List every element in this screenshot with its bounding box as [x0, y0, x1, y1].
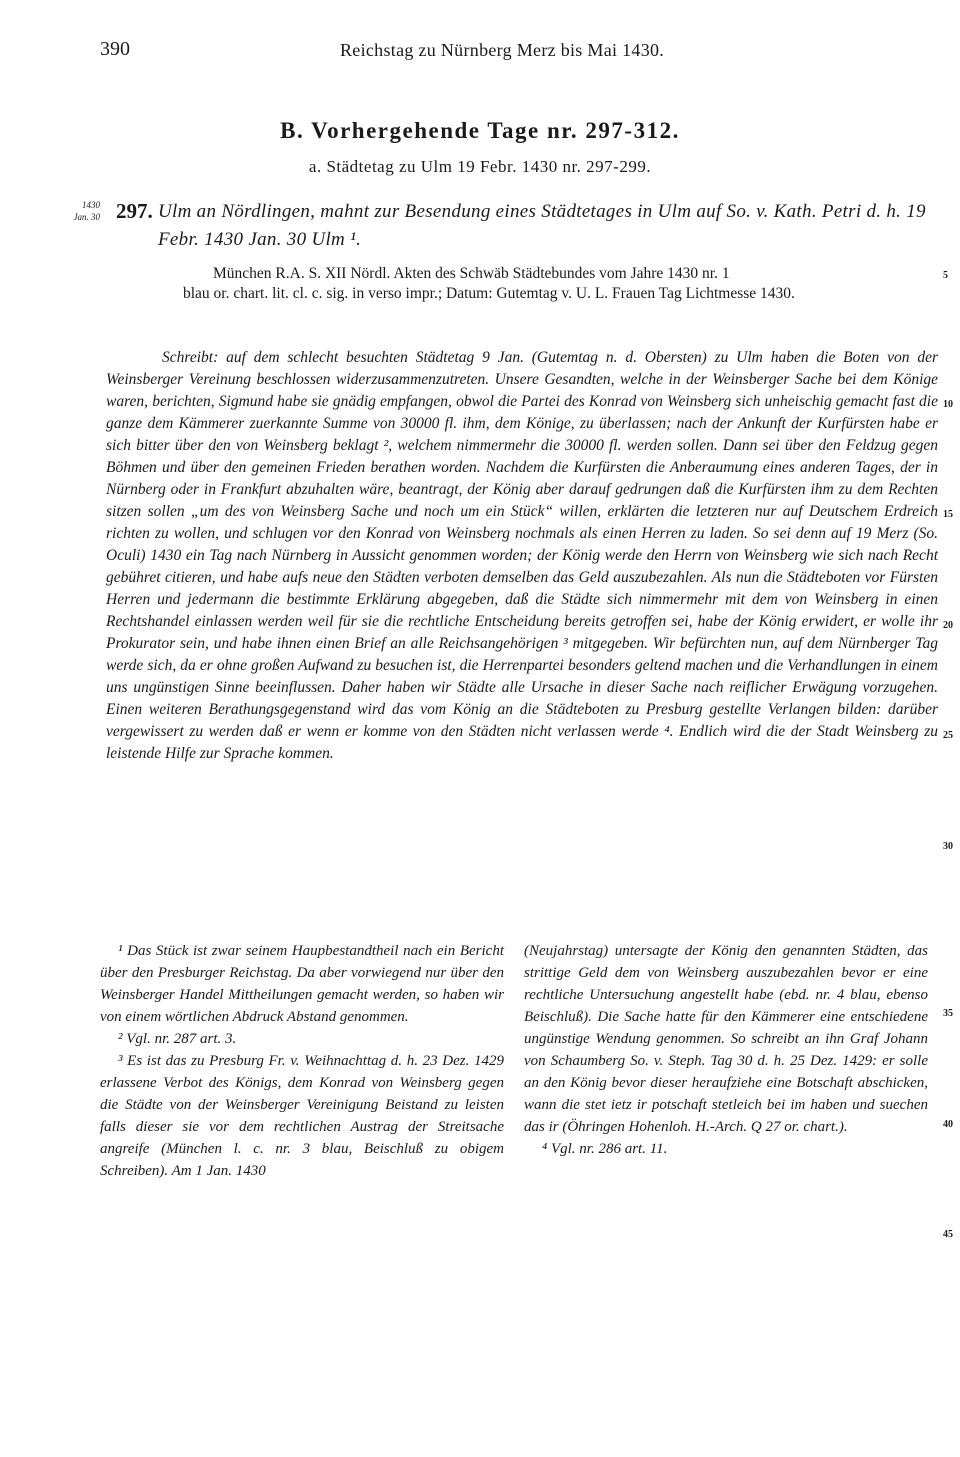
margin-date-year: 1430 — [82, 200, 100, 210]
source-line-1: München R.A. S. XII Nördl. Akten des Schwäb Städtebundes vom Jahre 1430 nr. 1 — [213, 265, 730, 282]
document-summary: Schreibt: auf dem schlecht besuchten Städtetag 9 Jan. (Gutemtag n. d. Obersten) zu Ulm haben die Boten von der Weinsberger Vereinung beschlossen widerzusammenzutreten. Unsere Gesandten, welche in der Weinsberger Sache bei dem Könige waren, berichten, Sigmund habe sie gnädig empfangen, obwol die Partei des Konrad von Weinsberg sich unheischig gemacht fast die ganze dem Kämmerer zuerkannte Summe von 30000 fl. ihm, dem Könige, zu überlassen; nach der Ankunft der Kurfürsten habe er sich bitter über den von Weinsberg beklagt ², welchem nimmermehr die 30000 fl. werden sollen. Dann sei über den Feldzug gegen Böhmen und über den gemeinen Frieden berathen worden. Nachdem die Kurfürsten die Anberaumung eines anderen Tages, der in Nürnberg oder in Frankfurt abzuhalten wäre, beantragt, der König aber darauf gedrungen daß die Kurfürsten ihm zu dem Rechten sitzen sollen „um des von Weinsberg Sache und noch um ein Stück“ willen, erklärten die letzteren nur auf Deutschem Erdreich richten zu wollen, und schlugen vor den Konrad von Weinsberg nochmals als einen Herren zu laden. So sei denn auf 19 Merz (So. Oculi) 1430 ein Tag nach Nürnberg in Aussicht genommen worden; der König werde den Herrn von Weinsberg wie sich nach Recht gebühret citieren, und habe aufs neue den Städten verboten demselben das Geld auszubezahlen. Als nun die Städteboten vor Fürsten Herren und jedermann die bestimmte Erklärung abgegeben, daß die Städte sich nimmermehr mit dem von Weinsberg in einen Rechtshandel einlassen werden weil für sie die rechtliche Entscheidung bereits getroffen sei, habe der König erwidert, er wolle ihr Prokurator sein, und habe ihnen einen Brief an alle Reichsangehörigen ³ mitgegeben. Wir befürchten nun, auf dem Nürnberger Tag werde sich, da er ohne großen Aufwand zu besuchen ist, die Herrenpartei besonders geltend machen und die Verhandlungen in einem uns ungünstigen Sinne beeinflussen. Daher haben wir Städte alle Ursache in dieser Sache nach reiflicher Erwägung vorzugehen. Einen weiteren Berathungsgegenstand wird das vom König an die Städteboten zu Presburg gestellte Verlangen bilden: darüber vergewissert zu werden daß er wenn er komme von den Städten nicht verlassen werde ⁴. Endlich wird die der Stadt Weinsberg zu leistende Hilfe zur Sprache kommen. — [106, 349, 938, 762]
footnote-3: ³ Es ist das zu Presburg Fr. v. Weihnachttag d. h. 23 Dez. 1429 erlassene Verbot des Königs, dem Konrad von Weinsberg gegen die Städte von der Weinsberger Vereinigung Beistand zu leisten falls dieser sie vor dem rechtlichen Austrag der Streitsache angreife (München l. c. nr. 3 blau, Beischluß zu obigem Schreiben). Am 1 Jan. 1430 — [100, 1053, 504, 1179]
footnote-1: ¹ Das Stück ist zwar seinem Haupbestandtheil nach ein Bericht über den Presburger Reichstag. Da aber vorwiegend nur über den Weinsberger Handel Mittheilungen gemacht werden, so haben wir von einem wörtlichen Abdruck Abstand genommen. — [100, 943, 504, 1025]
section-heading-b: B. Vorhergehende Tage nr. 297-312. — [280, 118, 680, 143]
footnote-2: ² Vgl. nr. 287 art. 3. — [118, 1031, 237, 1047]
line-number: 5 — [943, 270, 948, 281]
section-heading-a: a. Städtetag zu Ulm 19 Febr. 1430 nr. 297-299. — [308, 157, 652, 176]
footnote-3-continued: (Neujahrstag) untersagte der König den genannten Städten, das strittige Geld dem von Weinsberg auszubezahlen bevor er eine rechtliche Untersuchung angestellt habe (ebd. nr. 4 blau, ebenso Beischluß). Die Sache hatte für den Kämmerer eine entschiedene ungünstige Wendung genommen. So schreibt an ihn Graf Johann von Schaumberg So. v. Steph. Tag 30 d. h. 25 Dez. 1429: er solle an den König bevor dieser heraufziehe eine Botschaft abschicken, wann die stet ietz ir potschaft stetleich bei im haben und suechen das ir (Öhringen Hohenloh. H.-Arch. Q 27 or. chart.). — [524, 943, 928, 1135]
running-title: Reichstag zu Nürnberg Merz bis Mai 1430. — [340, 40, 665, 60]
margin-date — [50, 199, 100, 223]
line-number: 25 — [943, 730, 953, 741]
footnotes-left-column — [100, 940, 504, 1182]
line-number: 15 — [943, 509, 953, 520]
line-number: 45 — [943, 1229, 953, 1240]
line-number: 30 — [943, 841, 953, 852]
source-line-2: blau or. chart. lit. cl. c. sig. in verso impr.; Datum: Gutemtag v. U. L. Frauen Tag Lichtmesse 1430. — [183, 285, 795, 302]
line-number: 40 — [943, 1119, 953, 1130]
line-number: 20 — [943, 620, 953, 631]
line-number: 35 — [943, 1008, 953, 1019]
line-number: 10 — [943, 399, 953, 410]
footnotes-right-column — [524, 940, 928, 1160]
document-regest: Ulm an Nördlingen, mahnt zur Besendung eines Städtetages in Ulm auf So. v. Kath. Petri d. h. 19 Febr. 1430 Jan. 30 Ulm ¹. — [158, 201, 926, 250]
page-number: 390 — [100, 38, 130, 60]
source-citation — [183, 264, 938, 304]
footnote-4: ⁴ Vgl. nr. 286 art. 11. — [542, 1141, 668, 1157]
running-header — [0, 38, 960, 64]
document-number: 297. — [116, 199, 153, 223]
margin-date-day: Jan. 30 — [73, 212, 100, 222]
